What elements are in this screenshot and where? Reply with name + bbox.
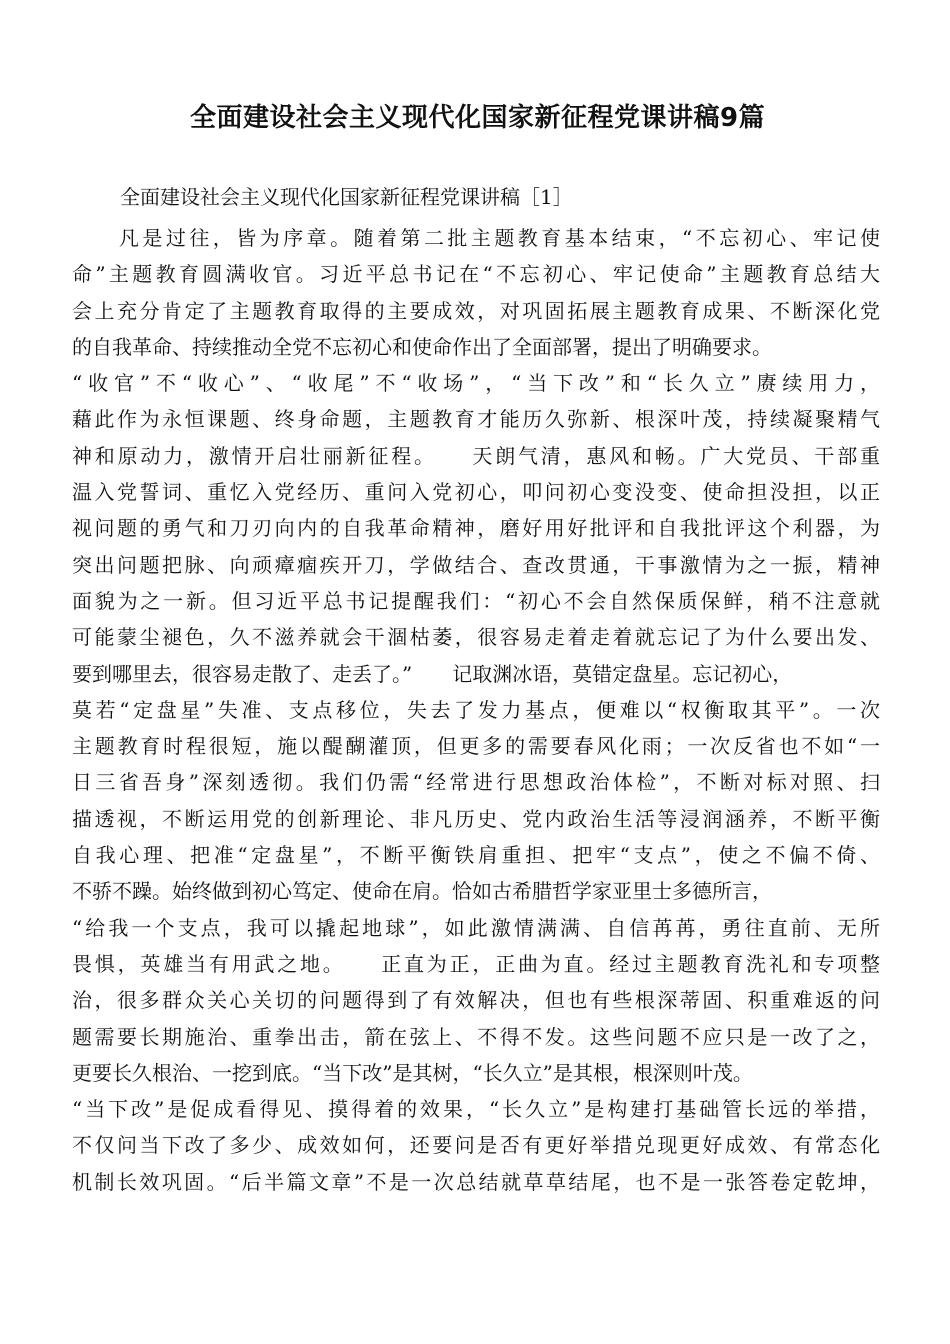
text-line: 突出问题把脉、向顽瘴痼疾开刀，学做结合、查改贯通，干事激情为之一振，精神: [72, 552, 880, 577]
text-line: 机制长效巩固。“后半篇文章”不是一次总结就草草结尾，也不是一张答卷定乾坤，: [72, 1169, 880, 1194]
text-line: 自我心理、把准“定盘星”，不断平衡铁肩重担、把牢“支点”，使之不偏不倚、: [72, 843, 880, 868]
text-line: 面貌为之一新。但习近平总书记提醒我们：“初心不会自然保质保鲜，稍不注意就: [72, 588, 880, 613]
text-line: 描透视，不断运用党的创新理论、非凡历史、党内政治生活等浸润涵养，不断平衡: [72, 806, 880, 831]
text-line: 凡是过往，皆为序章。随着第二批主题教育基本结束，“不忘初心、牢记使: [72, 226, 880, 250]
body-text: [72, 220, 880, 1200]
section-heading: 全面建设社会主义现代化国家新征程党课讲稿［1］: [120, 185, 573, 209]
text-line: 神和原动力，激情开启壮丽新征程。 天朗气清，惠风和畅。广大党员、干部重: [72, 443, 880, 468]
text-line: 的自我革命、持续推动全党不忘初心和使命作出了全面部署，提出了明确要求。: [72, 334, 772, 359]
text-line: 可能蒙尘褪色，久不滋养就会干涸枯萎，很容易走着走着就忘记了为什么要出发、: [72, 625, 880, 650]
text-line: 治，很多群众关心关切的问题得到了有效解决，但也有些根深蒂固、积重难返的问: [72, 988, 880, 1013]
text-line: 日三省吾身”深刻透彻。我们仍需“经常进行思想政治体检”，不断对标对照、扫: [72, 770, 880, 795]
text-line: 温入党誓词、重忆入党经历、重问入党初心，叩问初心变没变、使命担没担，以正: [72, 480, 880, 505]
text-line: 命”主题教育圆满收官。习近平总书记在“不忘初心、牢记使命”主题教育总结大: [72, 262, 880, 287]
text-line: “给我一个支点，我可以撬起地球”，如此激情满满、自信苒苒，勇往直前、无所: [72, 915, 880, 940]
text-line: 要到哪里去，很容易走散了、走丢了。” 记取渊冰语，莫错定盘星。忘记初心，: [72, 661, 793, 686]
text-line: 畏惧，英雄当有用武之地。 正直为正，正曲为直。经过主题教育洗礼和专项整: [72, 951, 880, 976]
text-line: 更要长久根治、一挖到底。“当下改”是其树，“长久立”是其根，根深则叶茂。: [72, 1060, 753, 1085]
text-line: 莫若“定盘星”失准、支点移位，失去了发力基点，便难以“权衡取其平”。一次: [72, 697, 880, 722]
text-line: “收官”不“收心”、“收尾”不“收场”，“当下改”和“长久立”赓续用力，: [72, 371, 880, 396]
text-line: 不骄不躁。始终做到初心笃定、使命在肩。恰如古希腊哲学家亚里士多德所言，: [72, 879, 772, 904]
text-line: 不仅问当下改了多少、成效如何，还要问是否有更好举措兑现更好成效、有常态化: [72, 1133, 880, 1158]
text-line: 主题教育时程很短，施以醍醐灌顶，但更多的需要春风化雨；一次反省也不如“一: [72, 734, 880, 759]
text-line: 题需要长期施治、重拳出击，箭在弦上、不得不发。这些问题不应只是一改了之，: [72, 1024, 880, 1049]
text-line: 视问题的勇气和刀刃向内的自我革命精神，磨好用好批评和自我批评这个利器，为: [72, 516, 880, 541]
text-line: 藉此作为永恒课题、终身命题，主题教育才能历久弥新、根深叶茂，持续凝聚精气: [72, 407, 880, 432]
document-title: 全面建设社会主义现代化国家新征程党课讲稿9篇: [190, 103, 766, 133]
text-line: 会上充分肯定了主题教育取得的主要成效，对巩固拓展主题教育成果、不断深化党: [72, 298, 880, 323]
text-line: “当下改”是促成看得见、摸得着的效果，“长久立”是构建打基础管长远的举措，: [72, 1097, 880, 1122]
